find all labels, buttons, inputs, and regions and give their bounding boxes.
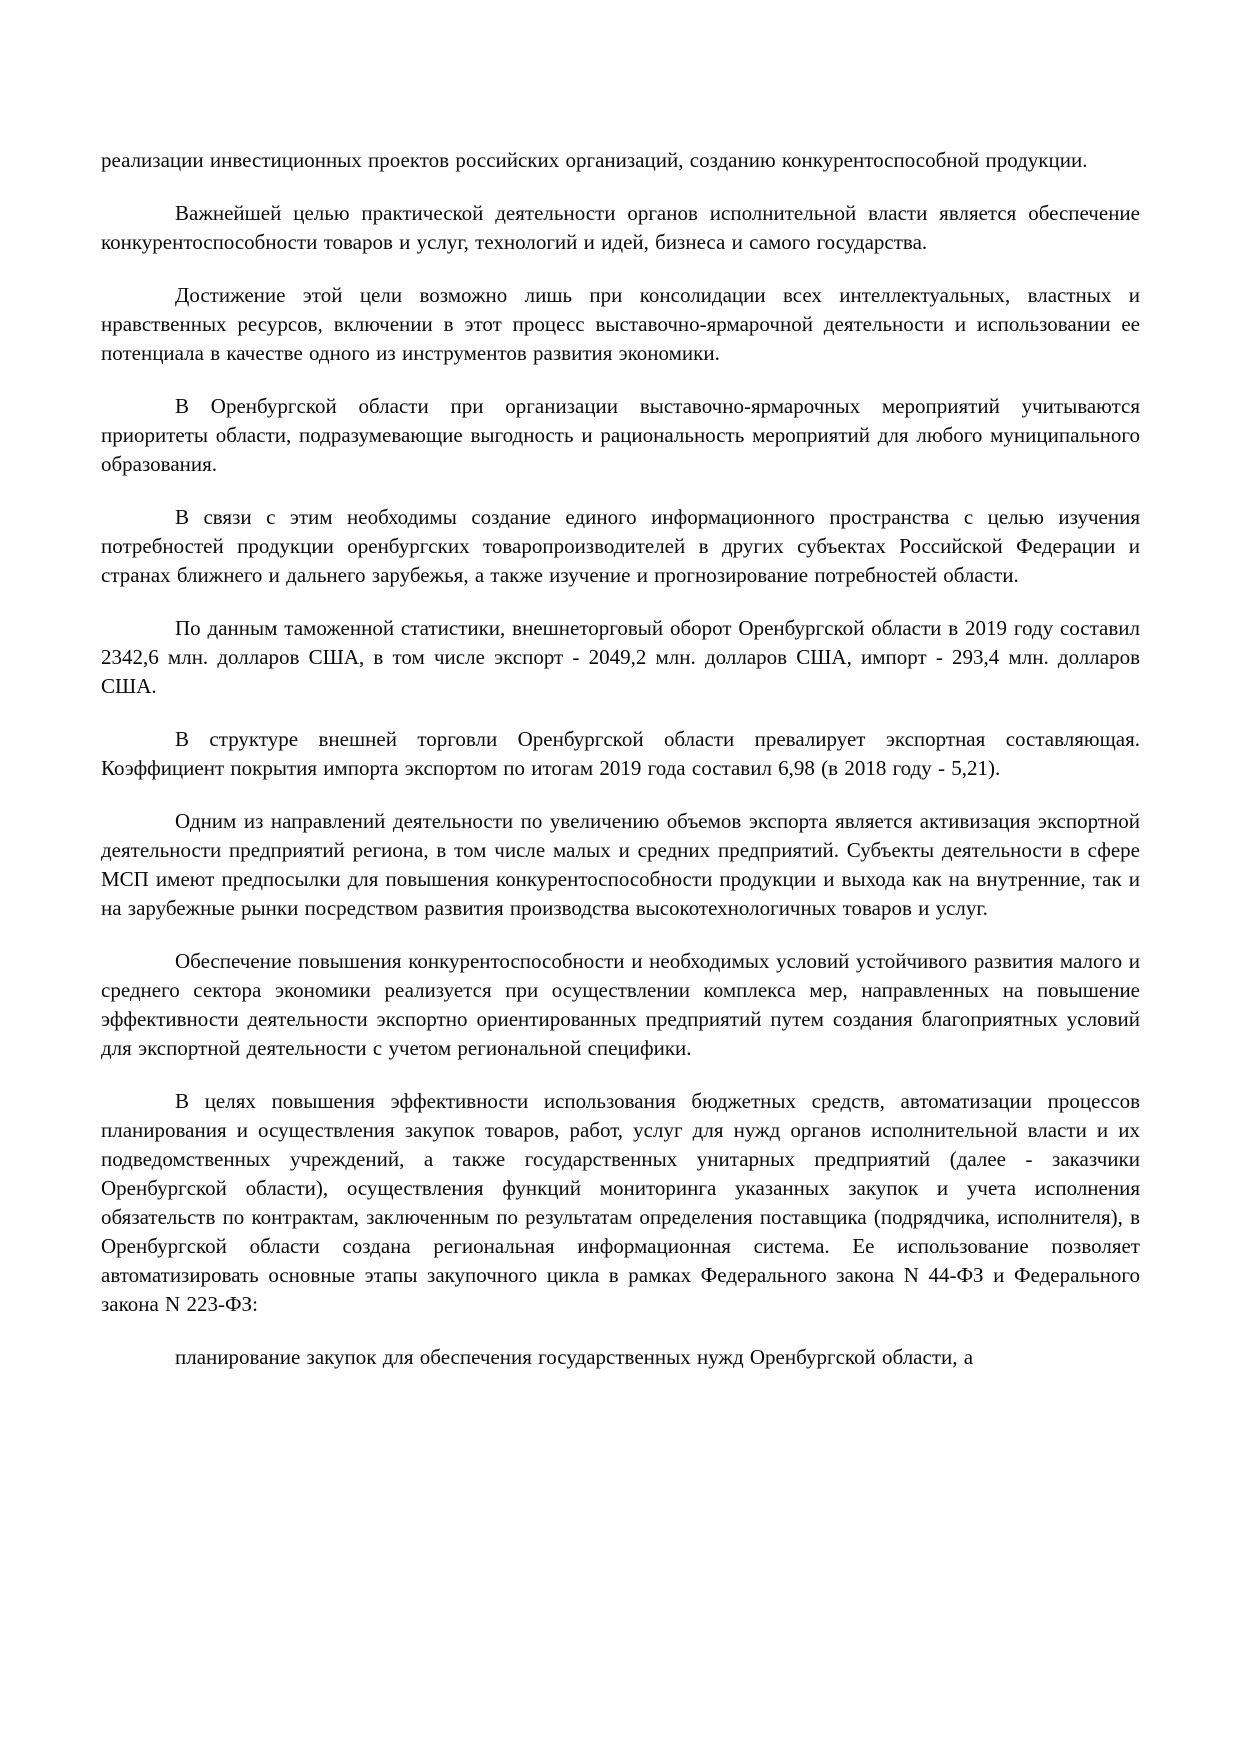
document-text-block bbox=[101, 146, 1140, 1372]
paragraph: В связи с этим необходимы создание единого информационного пространства с целью изучения потребностей продукции оренбургских товаропроизводителей в других субъектах Российской Федерации и странах ближнего и дальнего зарубежья, а также изучение и прогнозирование потребностей области. bbox=[101, 505, 1140, 587]
paragraph: Обеспечение повышения конкурентоспособности и необходимых условий устойчивого развития малого и среднего сектора экономики реализуется при осуществлении комплекса мер, направленных на повышение эффективности деятельности экспортно ориентированных предприятий путем создания благоприятных условий для экспортной деятельности с учетом региональной специфики. bbox=[101, 949, 1140, 1060]
paragraph: В Оренбургской области при организации выставочно-ярмарочных мероприятий учитываются приоритеты области, подразумевающие выгодность и рациональность мероприятий для любого муниципального образования. bbox=[101, 394, 1140, 476]
paragraph: реализации инвестиционных проектов российских организаций, созданию конкурентоспособной продукции. bbox=[101, 148, 1088, 172]
paragraph: Одним из направлений деятельности по увеличению объемов экспорта является активизация экспортной деятельности предприятий региона, в том числе малых и средних предприятий. Субъекты деятельности в сфере МСП имеют предпосылки для повышения конкурентоспособности продукции и выхода как на внутренние, так и на зарубежные рынки посредством развития производства высокотехнологичных товаров и услуг. bbox=[101, 809, 1140, 920]
paragraph: По данным таможенной статистики, внешнеторговый оборот Оренбургской области в 2019 году составил 2342,6 млн. долларов США, в том числе экспорт - 2049,2 млн. долларов США, импорт - 293,4 млн. долларов США. bbox=[101, 616, 1140, 698]
paragraph: В целях повышения эффективности использования бюджетных средств, автоматизации процессов планирования и осуществления закупок товаров, работ, услуг для нужд органов исполнительной власти и их подведомственных учреждений, а также государственных унитарных предприятий (далее - заказчики Оренбургской области), осуществления функций мониторинга указанных закупок и учета исполнения обязательств по контрактам, заключенным по результатам определения поставщика (подрядчика, исполнителя), в Оренбургской области создана региональная информационная система. Ее использование позволяет автоматизировать основные этапы закупочного цикла в рамках Федерального закона N 44-ФЗ и Федерального закона N 223-ФЗ: bbox=[101, 1089, 1140, 1316]
paragraph: Достижение этой цели возможно лишь при консолидации всех интеллектуальных, властных и нравственных ресурсов, включении в этот процесс выставочно-ярмарочной деятельности и использовании ее потенциала в качестве одного из инструментов развития экономики. bbox=[101, 283, 1140, 365]
paragraph: Важнейшей целью практической деятельности органов исполнительной власти является обеспечение конкурентоспособности товаров и услуг, технологий и идей, бизнеса и самого государства. bbox=[101, 201, 1140, 254]
paragraph: планирование закупок для обеспечения государственных нужд Оренбургской области, а bbox=[175, 1345, 974, 1369]
paragraph: В структуре внешней торговли Оренбургской области превалирует экспортная составляющая. Коэффициент покрытия импорта экспортом по итогам 2019 года составил 6,98 (в 2018 году - 5,21). bbox=[101, 727, 1140, 780]
